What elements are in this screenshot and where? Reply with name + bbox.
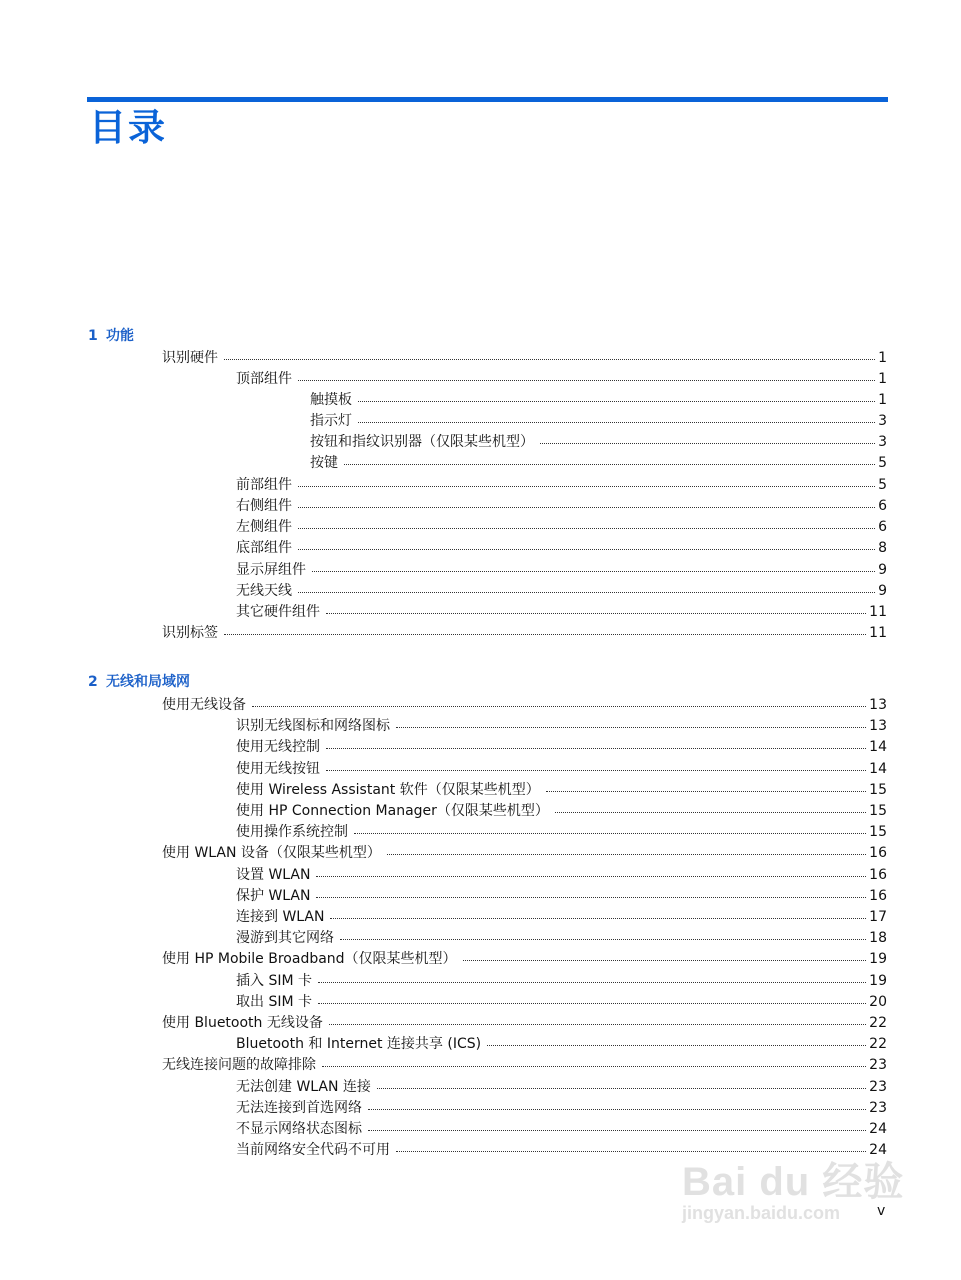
toc-entry-label: 按键 bbox=[310, 455, 338, 471]
dot-leader bbox=[396, 1137, 866, 1152]
toc-entry[interactable] bbox=[236, 580, 887, 600]
dot-leader bbox=[298, 578, 875, 593]
dot-leader bbox=[298, 493, 875, 508]
toc-entry[interactable] bbox=[236, 368, 887, 388]
toc-entry-page: 13 bbox=[869, 718, 887, 734]
toc-entry-page: 15 bbox=[869, 782, 887, 798]
toc-entry-page: 6 bbox=[878, 498, 887, 514]
toc-entry[interactable] bbox=[236, 885, 887, 905]
toc-entry-page: 22 bbox=[869, 1036, 887, 1052]
dot-leader bbox=[463, 946, 867, 961]
chapter-heading[interactable] bbox=[88, 673, 190, 691]
toc-entry-label: 使用无线按钮 bbox=[236, 761, 320, 777]
dot-leader bbox=[298, 472, 875, 487]
toc-entry[interactable] bbox=[236, 864, 887, 884]
toc-entry-label: 使用 Wireless Assistant 软件（仅限某些机型） bbox=[236, 782, 540, 798]
toc-entry[interactable] bbox=[236, 821, 887, 841]
toc-entry[interactable] bbox=[236, 991, 887, 1011]
chapter-title: 功能 bbox=[106, 328, 134, 344]
toc-entry-page: 19 bbox=[869, 973, 887, 989]
toc-entry-label: 使用 HP Mobile Broadband（仅限某些机型） bbox=[162, 951, 457, 967]
toc-entry[interactable] bbox=[162, 694, 887, 714]
toc-entry-label: 底部组件 bbox=[236, 540, 292, 556]
dot-leader bbox=[224, 345, 875, 360]
toc-entry[interactable] bbox=[236, 601, 887, 621]
toc-entry-label: 当前网络安全代码不可用 bbox=[236, 1142, 390, 1158]
toc-entry-label: 使用无线控制 bbox=[236, 739, 320, 755]
toc-entry[interactable] bbox=[236, 1139, 887, 1159]
toc-entry[interactable] bbox=[236, 906, 887, 926]
toc-entry[interactable] bbox=[162, 347, 887, 367]
toc-entry[interactable] bbox=[236, 927, 887, 947]
dot-leader bbox=[377, 1074, 866, 1089]
dot-leader bbox=[354, 819, 866, 834]
dot-leader bbox=[358, 408, 875, 423]
chapter-heading[interactable] bbox=[88, 327, 134, 345]
toc-entry-label: 无线天线 bbox=[236, 583, 292, 599]
dot-leader bbox=[318, 989, 866, 1004]
dot-leader bbox=[540, 429, 875, 444]
dot-leader bbox=[224, 620, 866, 635]
toc-entry[interactable] bbox=[236, 516, 887, 536]
toc-entry[interactable] bbox=[236, 779, 887, 799]
toc-entry-page: 18 bbox=[869, 930, 887, 946]
toc-entry-label: 连接到 WLAN bbox=[236, 909, 325, 925]
dot-leader bbox=[298, 366, 875, 381]
toc-entry[interactable] bbox=[236, 800, 887, 820]
toc-entry[interactable] bbox=[236, 1118, 887, 1138]
toc-entry-label: 触摸板 bbox=[310, 392, 352, 408]
toc-entry-label: Bluetooth 和 Internet 连接共享 (ICS) bbox=[236, 1036, 482, 1052]
toc-entry-label: 不显示网络状态图标 bbox=[236, 1121, 362, 1137]
dot-leader bbox=[298, 535, 875, 550]
dot-leader bbox=[387, 840, 866, 855]
toc-entry[interactable] bbox=[162, 842, 887, 862]
toc-entry-label: 左侧组件 bbox=[236, 519, 292, 535]
dot-leader bbox=[546, 777, 866, 792]
dot-leader bbox=[368, 1116, 866, 1131]
toc-entry-page: 5 bbox=[878, 477, 887, 493]
toc-entry-page: 15 bbox=[869, 824, 887, 840]
toc-entry-label: 使用 WLAN 设备（仅限某些机型） bbox=[162, 845, 381, 861]
toc-entry-page: 23 bbox=[869, 1057, 887, 1073]
toc-entry-page: 13 bbox=[869, 697, 887, 713]
toc-entry-label: 指示灯 bbox=[310, 413, 352, 429]
toc-entry-page: 19 bbox=[869, 951, 887, 967]
dot-leader bbox=[555, 798, 866, 813]
toc-entry[interactable] bbox=[236, 1097, 887, 1117]
toc-entry[interactable] bbox=[162, 948, 887, 968]
toc-entry-page: 3 bbox=[878, 413, 887, 429]
dot-leader bbox=[326, 734, 866, 749]
toc-entry-label: 保护 WLAN bbox=[236, 888, 311, 904]
toc-entry-page: 16 bbox=[869, 888, 887, 904]
toc-entry[interactable] bbox=[236, 495, 887, 515]
toc-entry-label: 无线连接问题的故障排除 bbox=[162, 1057, 316, 1073]
toc-entry-label: 识别无线图标和网络图标 bbox=[236, 718, 390, 734]
dot-leader bbox=[326, 756, 866, 771]
toc-entry[interactable] bbox=[162, 1054, 887, 1074]
chapter-title: 无线和局域网 bbox=[106, 674, 190, 690]
dot-leader bbox=[298, 514, 875, 529]
dot-leader bbox=[322, 1052, 866, 1067]
toc-entry-label: 使用 Bluetooth 无线设备 bbox=[162, 1015, 323, 1031]
toc-entry-label: 使用 HP Connection Manager（仅限某些机型） bbox=[236, 803, 549, 819]
watermark-url: jingyan.baidu.com bbox=[682, 1203, 841, 1223]
toc-entry-label: 按钮和指纹识别器（仅限某些机型） bbox=[310, 434, 534, 450]
dot-leader bbox=[316, 883, 866, 898]
toc-entry-page: 23 bbox=[869, 1100, 887, 1116]
chapter-number: 1 bbox=[88, 328, 98, 344]
dot-leader bbox=[368, 1095, 866, 1110]
toc-entry[interactable] bbox=[162, 1012, 887, 1032]
dot-leader bbox=[316, 862, 866, 877]
dot-leader bbox=[344, 450, 875, 465]
watermark-logo: Bai du 经验 bbox=[682, 1160, 905, 1204]
toc-entry-label: 使用操作系统控制 bbox=[236, 824, 348, 840]
toc-entry-label: 设置 WLAN bbox=[236, 867, 311, 883]
toc-entry-page: 8 bbox=[878, 540, 887, 556]
toc-entry-label: 其它硬件组件 bbox=[236, 604, 320, 620]
toc-entry-label: 插入 SIM 卡 bbox=[236, 973, 312, 989]
dot-leader bbox=[358, 387, 875, 402]
toc-entry[interactable] bbox=[236, 537, 887, 557]
toc-entry-label: 顶部组件 bbox=[236, 371, 292, 387]
toc-entry-label: 取出 SIM 卡 bbox=[236, 994, 312, 1010]
toc-entry-label: 显示屏组件 bbox=[236, 562, 306, 578]
toc-entry-label: 无法连接到首选网络 bbox=[236, 1100, 362, 1116]
toc-entry-page: 20 bbox=[869, 994, 887, 1010]
toc-entry-page: 1 bbox=[878, 371, 887, 387]
toc-entry-page: 3 bbox=[878, 434, 887, 450]
toc-entry[interactable] bbox=[236, 1076, 887, 1096]
toc-entry-label: 识别标签 bbox=[162, 625, 218, 641]
toc-entry[interactable] bbox=[236, 715, 887, 735]
toc-entry-page: 9 bbox=[878, 562, 887, 578]
dot-leader bbox=[340, 925, 866, 940]
dot-leader bbox=[330, 904, 866, 919]
toc-entry-label: 使用无线设备 bbox=[162, 697, 246, 713]
dot-leader bbox=[252, 692, 866, 707]
toc-entry-label: 识别硬件 bbox=[162, 350, 218, 366]
toc-entry[interactable] bbox=[310, 452, 887, 472]
toc-entry-label: 漫游到其它网络 bbox=[236, 930, 334, 946]
toc-entry-page: 16 bbox=[869, 867, 887, 883]
toc-entry-page: 1 bbox=[878, 350, 887, 366]
toc-entry-page: 23 bbox=[869, 1079, 887, 1095]
dot-leader bbox=[396, 713, 866, 728]
toc-entry-page: 6 bbox=[878, 519, 887, 535]
toc-entry-page: 24 bbox=[869, 1142, 887, 1158]
toc-entry[interactable] bbox=[236, 758, 887, 778]
page-title: 目录 bbox=[89, 106, 167, 149]
dot-leader bbox=[326, 599, 866, 614]
toc-entry[interactable] bbox=[310, 389, 887, 409]
toc-entry-page: 24 bbox=[869, 1121, 887, 1137]
watermark bbox=[682, 1150, 904, 1224]
dot-leader bbox=[329, 1010, 866, 1025]
toc-entry-page: 1 bbox=[878, 392, 887, 408]
dot-leader bbox=[318, 968, 866, 983]
toc-entry-label: 右侧组件 bbox=[236, 498, 292, 514]
toc-entry[interactable] bbox=[236, 736, 887, 756]
toc-entry-page: 22 bbox=[869, 1015, 887, 1031]
chapter-number: 2 bbox=[88, 674, 98, 690]
toc-entry-label: 前部组件 bbox=[236, 477, 292, 493]
dot-leader bbox=[312, 557, 875, 572]
toc-entry-page: 17 bbox=[869, 909, 887, 925]
toc-entry[interactable] bbox=[162, 622, 887, 642]
toc-entry-page: 16 bbox=[869, 845, 887, 861]
toc-entry-page: 14 bbox=[869, 739, 887, 755]
toc-entry-page: 15 bbox=[869, 803, 887, 819]
toc-entry[interactable] bbox=[310, 410, 887, 430]
toc-entry-page: 5 bbox=[878, 455, 887, 471]
toc-entry-page: 9 bbox=[878, 583, 887, 599]
toc-entry[interactable] bbox=[236, 559, 887, 579]
toc-entry-page: 11 bbox=[869, 625, 887, 641]
toc-entry[interactable] bbox=[236, 474, 887, 494]
toc-entry-label: 无法创建 WLAN 连接 bbox=[236, 1079, 371, 1095]
footer-page-number: v bbox=[877, 1203, 886, 1219]
toc-entry[interactable] bbox=[310, 431, 887, 451]
toc-entry[interactable] bbox=[236, 1033, 887, 1053]
toc-entry-page: 11 bbox=[869, 604, 887, 620]
toc-entry-page: 14 bbox=[869, 761, 887, 777]
title-rule bbox=[87, 97, 888, 102]
dot-leader bbox=[487, 1031, 866, 1046]
toc-entry[interactable] bbox=[236, 970, 887, 990]
